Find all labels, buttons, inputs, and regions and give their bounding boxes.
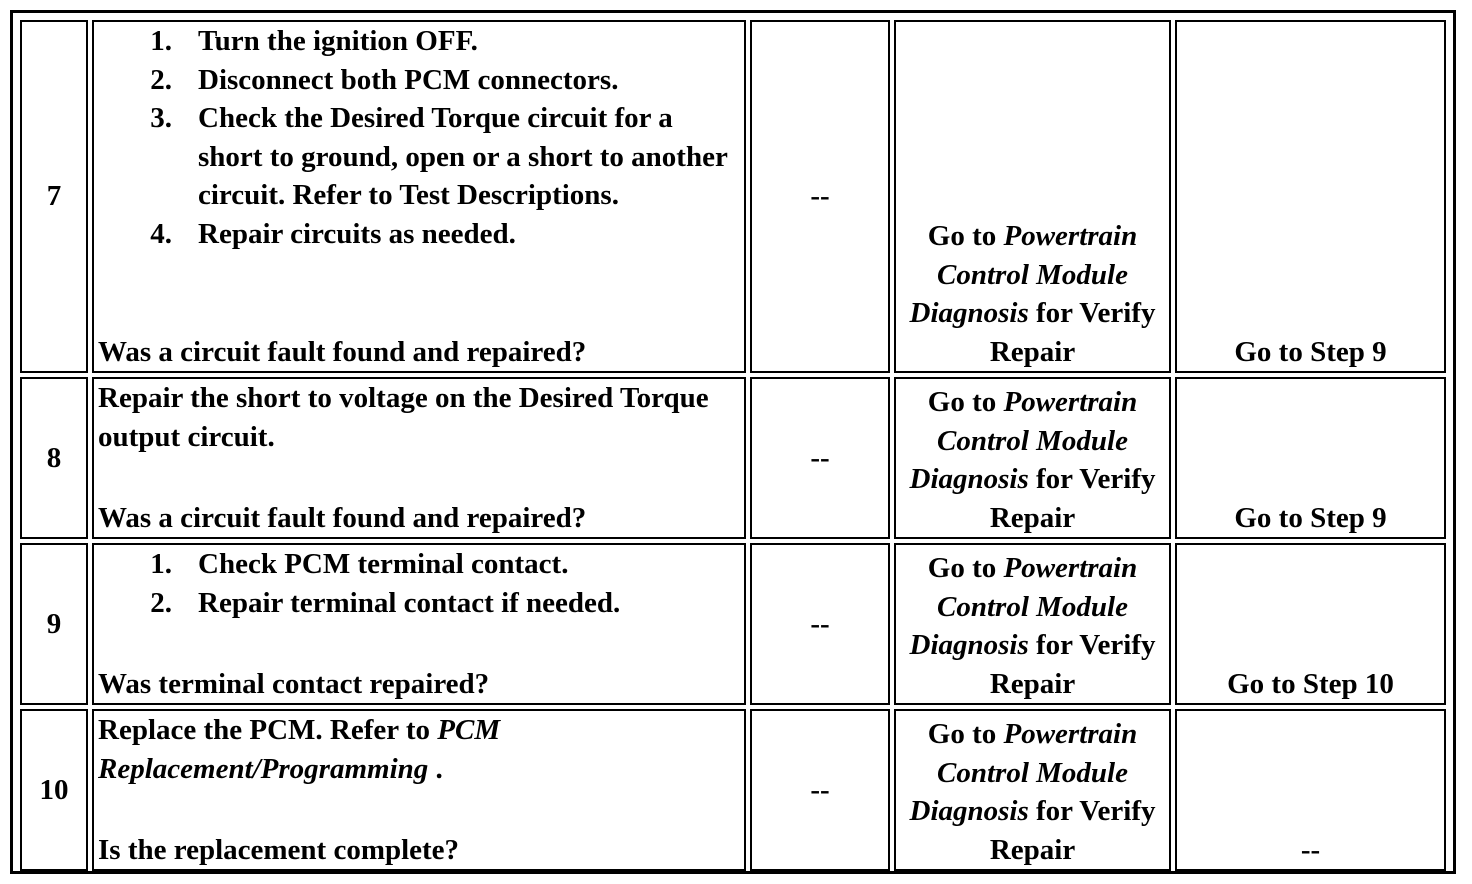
yes-link-text[interactable]: Powertrain Control Module Diagnosis: [909, 386, 1138, 495]
step-question: Was a circuit fault found and repaired?: [98, 501, 587, 534]
action-cell: [92, 20, 746, 373]
step-number: 7: [20, 20, 88, 373]
list-item: 2. Repair terminal contact if needed.: [150, 586, 621, 619]
action-cell: [92, 377, 746, 539]
step-question: Is the replacement complete?: [98, 833, 460, 866]
diagnostic-table: [16, 16, 1450, 875]
table-row-step-10: [20, 709, 1446, 871]
value-cell: --: [750, 543, 890, 705]
table-row-step-8: [20, 377, 1446, 539]
step-number: 8: [20, 377, 88, 539]
value-cell: --: [750, 709, 890, 871]
step-number: 10: [20, 709, 88, 871]
action-text: Replace the PCM. Refer to PCM Replacement/Programming .: [98, 714, 501, 785]
yes-cell: Go to Powertrain Control Module Diagnosis for Verify Repair: [894, 709, 1171, 871]
yes-cell: Go to Powertrain Control Module Diagnosis for Verify Repair: [894, 20, 1171, 373]
action-steps-list: [98, 22, 740, 253]
list-item: 4. Repair circuits as needed.: [150, 217, 516, 250]
no-cell: Go to Step 10: [1175, 543, 1446, 705]
no-cell: Go to Step 9: [1175, 20, 1446, 373]
yes-cell: Go to Powertrain Control Module Diagnosis for Verify Repair: [894, 543, 1171, 705]
step-number: 9: [20, 543, 88, 705]
action-steps-list: [98, 545, 740, 622]
list-item: 1. Check PCM terminal contact.: [150, 548, 569, 580]
action-cell: [92, 709, 746, 871]
no-cell: Go to Step 9: [1175, 377, 1446, 539]
yes-link-text[interactable]: Powertrain Control Module Diagnosis: [909, 552, 1138, 661]
list-item: 1. Turn the ignition OFF.: [150, 25, 478, 57]
table-row-step-7: [20, 20, 1446, 373]
step-question: Was a circuit fault found and repaired?: [98, 335, 587, 368]
action-text: Repair the short to voltage on the Desired Torque output circuit.: [98, 382, 709, 453]
value-cell: --: [750, 377, 890, 539]
diagnostic-table-frame: [10, 10, 1456, 874]
yes-link-text[interactable]: Powertrain Control Module Diagnosis: [909, 220, 1138, 329]
list-item: 2. Disconnect both PCM connectors.: [150, 63, 619, 96]
yes-link-text[interactable]: Powertrain Control Module Diagnosis: [909, 718, 1138, 827]
step-question: Was terminal contact repaired?: [98, 667, 490, 700]
pcm-replacement-link-text[interactable]: PCM Replacement/Programming: [98, 714, 501, 785]
list-item: 3. Check the Desired Torque circuit for a short to ground, open or a short to another circuit. Refer to Test Descriptions.: [150, 102, 728, 211]
value-cell: --: [750, 20, 890, 373]
table-row-step-9: [20, 543, 1446, 705]
no-cell: --: [1175, 709, 1446, 871]
yes-cell: Go to Powertrain Control Module Diagnosis for Verify Repair: [894, 377, 1171, 539]
action-cell: [92, 543, 746, 705]
